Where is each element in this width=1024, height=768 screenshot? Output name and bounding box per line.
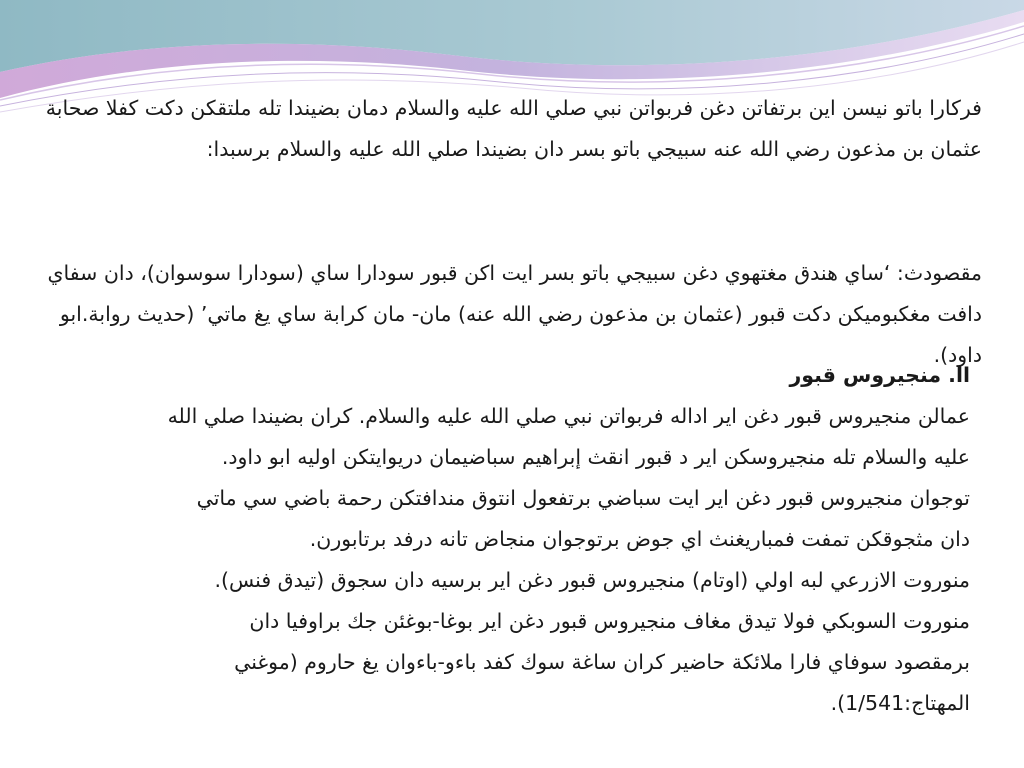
body-line: توجوان منجيروس قبور دغن اير ايت سباضي برتفعول انتوق مندافتكن رحمة باضي سي ماتي [196,486,970,510]
intro-paragraph: فركارا باتو نيسن اين برتفاتن دغن فربواتن نبي صلي الله عليه والسلام دمان بضيندا تله ملتقكن دكت كفلا صحابة عثمان بن مذعون رضي الله عنه سبيجي باتو بسر دان بضيندا صلي الله عليه والسلام برسبدا: [45,96,982,161]
section-heading: اا. منجيروس قبور [789,363,970,387]
section-body [90,355,970,724]
body-line: عمالن منجيروس قبور دغن اير اداله فربواتن نبي صلي الله عليه والسلام. كران بضيندا صلي الله [167,404,970,428]
body-line: عليه والسلام تله منجيروسكن اير د قبور انقث إبراهيم سباضيمان دريوايتكن اوليه ابو داود. [221,445,970,469]
body-line: منوروت الازرعي لبه اولي (اوتام) منجيروس قبور دغن اير برسيه دان سجوق (تيدق فنس). [214,568,970,592]
body-line: دان مثجوقكن تمفت فمباريغنث اي جوض برتوجوان منجاض تانه درفد برتابورن. [309,527,970,551]
body-line: المهتاج:1/541). [830,691,970,715]
body-line: منوروت السوبكي فولا تيدق مغاف منجيروس قبور دغن اير بوغا-بوغئن جك براوفيا دان [249,609,970,633]
body-line: برمقصود سوفاي فارا ملائكة حاضير كران ساغة سوك كفد باءو-باءوان يغ حاروم (موغني [234,650,970,674]
hadith-meaning-paragraph: مقصودث: ‘ساي هندق مغتهوي دغن سبيجي باتو بسر ايت اكن قبور سودارا ساي (سودارا سوسوان)، دان سفاي دافت مغكبوميكن دكت قبور (عثمان بن مذعون رضي الله عنه) مان- مان كرابة ساي يغ ماتي’ (حديث روابة.ابو داود). [47,261,982,367]
